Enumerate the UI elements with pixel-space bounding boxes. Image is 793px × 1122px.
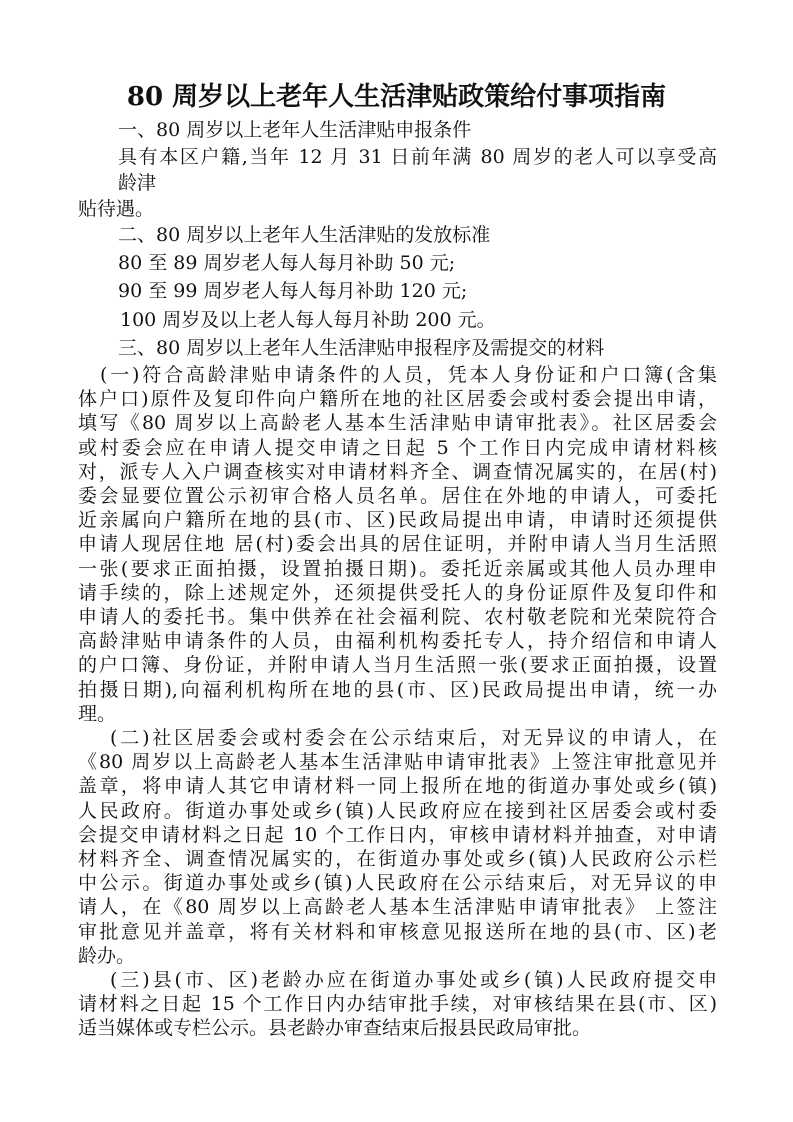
paragraph-line: 请人，在《80 周岁以上高龄老人基本生活津贴申请审批表》 上签注 — [78, 896, 717, 918]
paragraph-line: 中公示。街道办事处或乡(镇)人民政府在公示结束后，对无异议的申 — [78, 872, 717, 894]
paragraph-line: 体户口)原件及复印件向户籍所在地的社区居委会或村委会提出申请， — [78, 388, 717, 410]
paragraph-line: 具有本区户籍,当年 12 月 31 日前年满 80 周岁的老人可以享受高 — [118, 146, 717, 168]
paragraph-line: 审批意见并盖章，将有关材料和审核意见报送所在地的县(市、区)老 — [78, 921, 717, 943]
paragraph-line: (二)社区居委会或村委会在公示结束后，对无异议的申请人，在 — [110, 727, 717, 749]
section-heading-procedure: 三、80 周岁以上老年人生活津贴申报程序及需提交的材料 — [118, 337, 605, 359]
paragraph-line: 人民政府。街道办事处或乡(镇)人民政府应在接到社区居委会或村委 — [78, 800, 717, 822]
paragraph-line: 填写《80 周岁以上高龄老人基本生活津贴申请审批表》。社区居委会 — [78, 412, 717, 434]
paragraph-line: (一)符合高龄津贴申请条件的人员，凭本人身份证和户口簿(含集 — [100, 364, 717, 386]
paragraph-line: 拍摄日期),向福利机构所在地的县(市、区)民政局提出申请，统一办 — [78, 679, 717, 701]
paragraph-line: 盖章，将申请人其它申请材料一同上报所在地的街道办事处或乡(镇) — [78, 775, 717, 797]
standard-item: 90 至 99 周岁老人每人每月补助 120 元; — [118, 280, 468, 302]
paragraph-line: 或村委会应在申请人提交申请之日起 5 个工作日内完成申请材料核 — [78, 437, 717, 459]
paragraph-line: 材料齐全、调查情况属实的，在街道办事处或乡(镇)人民政府公示栏 — [78, 848, 717, 870]
document-title: 80 周岁以上老年人生活津贴政策给付事项指南 — [126, 82, 667, 112]
paragraph-line: 的户口簿、身份证，并附申请人当月生活照一张(要求正面拍摄，设置 — [78, 654, 717, 676]
paragraph-line: 请手续的，除上述规定外，还须提供受托人的身份证原件及复印件和 — [78, 582, 717, 604]
paragraph-line: 近亲属向户籍所在地的县(市、区)民政局提出申请，申请时还须提供 — [78, 509, 717, 531]
paragraph-line: 适当媒体或专栏公示。县老龄办审查结束后报县民政局审批。 — [78, 1017, 592, 1039]
paragraph-line: (三)县(市、区)老龄办应在街道办事处或乡(镇)人民政府提交申 — [110, 969, 717, 991]
paragraph-line: 理。 — [78, 703, 117, 725]
paragraph-line: 龄津 — [118, 172, 157, 194]
paragraph-line: 龄办。 — [78, 945, 136, 967]
paragraph-line: 一张(要求正面拍摄，设置拍摄日期)。委托近亲属或其他人员办理申 — [78, 558, 717, 580]
paragraph-line: 《80 周岁以上高龄老人基本生活津贴申请审批表》上签注审批意见并 — [78, 751, 717, 773]
paragraph-line: 委会显要位置公示初审合格人员名单。居住在外地的申请人，可委托 — [78, 485, 717, 507]
paragraph-line: 申请人现居住地 居(村)委会出具的居住证明，并附申请人当月生活照 — [78, 533, 717, 555]
section-heading-standards: 二、80 周岁以上老年人生活津贴的发放标准 — [118, 224, 491, 246]
standard-item: 80 至 89 周岁老人每人每月补助 50 元; — [118, 252, 456, 274]
paragraph-line: 对，派专人入户调查核实对申请材料齐全、调查情况属实的，在居(村) — [78, 461, 717, 483]
paragraph-line: 会提交申请材料之日起 10 个工作日内，审核申请材料并抽查，对申请 — [78, 824, 717, 846]
section-heading-conditions: 一、80 周岁以上老年人生活津贴申报条件 — [118, 119, 472, 141]
paragraph-line: 申请人的委托书。集中供养在社会福利院、农村敬老院和光荣院符合 — [78, 606, 717, 628]
standard-item: 100 周岁及以上老人每人每月补助 200 元。 — [120, 309, 496, 331]
paragraph-line: 高龄津贴申请条件的人员，由福利机构委托专人，持介绍信和申请人 — [78, 630, 717, 652]
paragraph-line: 贴待遇。 — [78, 198, 155, 220]
paragraph-line: 请材料之日起 15 个工作日内办结审批手续，对审核结果在县(市、区) — [78, 993, 717, 1015]
